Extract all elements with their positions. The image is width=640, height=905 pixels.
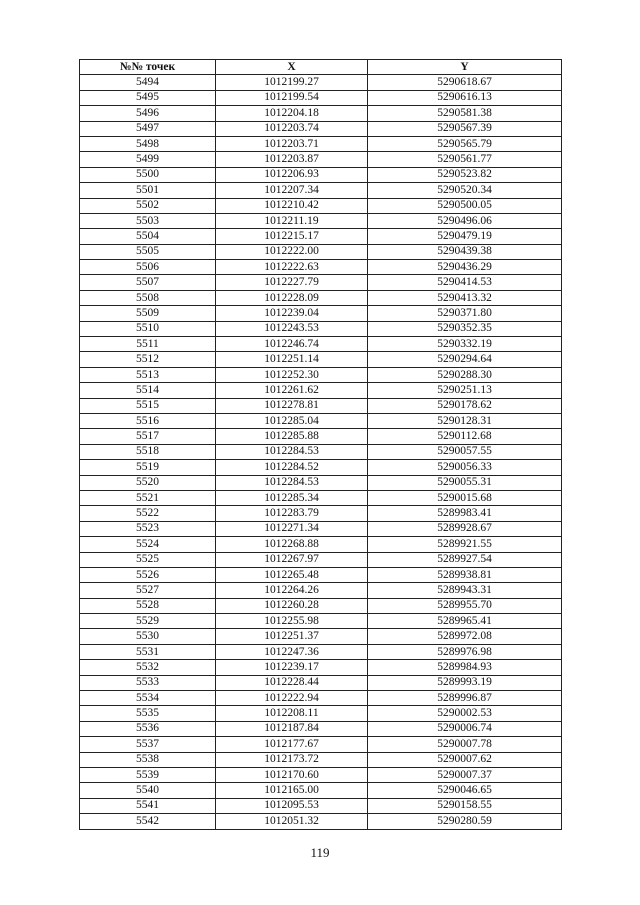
table-row xyxy=(80,413,562,428)
cell-point-number: 5515 xyxy=(80,398,216,413)
cell-x: 1012267.97 xyxy=(216,552,368,567)
cell-point-number: 5498 xyxy=(80,136,216,151)
cell-y: 5290056.33 xyxy=(368,460,562,475)
cell-x: 1012246.74 xyxy=(216,337,368,352)
cell-y: 5290055.31 xyxy=(368,475,562,490)
cell-y: 5290496.06 xyxy=(368,213,562,228)
cell-y: 5289993.19 xyxy=(368,675,562,690)
table-row xyxy=(80,567,562,582)
cell-point-number: 5534 xyxy=(80,691,216,706)
cell-y: 5290128.31 xyxy=(368,413,562,428)
table-row xyxy=(80,706,562,721)
cell-y: 5290112.68 xyxy=(368,429,562,444)
cell-y: 5290439.38 xyxy=(368,244,562,259)
cell-y: 5290616.13 xyxy=(368,90,562,105)
cell-y: 5289965.41 xyxy=(368,614,562,629)
cell-point-number: 5494 xyxy=(80,75,216,90)
cell-y: 5289921.55 xyxy=(368,537,562,552)
table-row xyxy=(80,660,562,675)
cell-y: 5290436.29 xyxy=(368,260,562,275)
cell-y: 5290006.74 xyxy=(368,721,562,736)
cell-x: 1012204.18 xyxy=(216,106,368,121)
cell-x: 1012199.27 xyxy=(216,75,368,90)
cell-point-number: 5510 xyxy=(80,321,216,336)
cell-y: 5290581.38 xyxy=(368,106,562,121)
cell-point-number: 5532 xyxy=(80,660,216,675)
cell-x: 1012247.36 xyxy=(216,644,368,659)
table-row xyxy=(80,90,562,105)
cell-x: 1012051.32 xyxy=(216,814,368,829)
table-row xyxy=(80,767,562,782)
cell-x: 1012203.87 xyxy=(216,152,368,167)
cell-y: 5290288.30 xyxy=(368,367,562,382)
cell-y: 5290057.55 xyxy=(368,444,562,459)
table-row xyxy=(80,490,562,505)
cell-y: 5290413.32 xyxy=(368,290,562,305)
cell-x: 1012251.14 xyxy=(216,352,368,367)
table-row xyxy=(80,183,562,198)
table-row xyxy=(80,475,562,490)
table-row xyxy=(80,290,562,305)
cell-y: 5289928.67 xyxy=(368,521,562,536)
cell-point-number: 5531 xyxy=(80,644,216,659)
cell-x: 1012243.53 xyxy=(216,321,368,336)
cell-point-number: 5537 xyxy=(80,737,216,752)
table-row xyxy=(80,244,562,259)
header-y: Y xyxy=(368,60,562,75)
cell-point-number: 5506 xyxy=(80,260,216,275)
cell-point-number: 5533 xyxy=(80,675,216,690)
header-x: X xyxy=(216,60,368,75)
table-row xyxy=(80,506,562,521)
table-row xyxy=(80,213,562,228)
cell-y: 5289984.93 xyxy=(368,660,562,675)
cell-x: 1012227.79 xyxy=(216,275,368,290)
cell-x: 1012239.17 xyxy=(216,660,368,675)
cell-point-number: 5512 xyxy=(80,352,216,367)
cell-point-number: 5536 xyxy=(80,721,216,736)
table-row xyxy=(80,644,562,659)
cell-x: 1012283.79 xyxy=(216,506,368,521)
table-row xyxy=(80,306,562,321)
cell-x: 1012095.53 xyxy=(216,798,368,813)
page-number: 119 xyxy=(310,845,330,860)
cell-y: 5290414.53 xyxy=(368,275,562,290)
table-row xyxy=(80,614,562,629)
cell-y: 5290158.55 xyxy=(368,798,562,813)
cell-x: 1012255.98 xyxy=(216,614,368,629)
cell-point-number: 5499 xyxy=(80,152,216,167)
cell-x: 1012251.37 xyxy=(216,629,368,644)
table-row xyxy=(80,798,562,813)
cell-y: 5289943.31 xyxy=(368,583,562,598)
cell-point-number: 5528 xyxy=(80,598,216,613)
cell-x: 1012268.88 xyxy=(216,537,368,552)
cell-point-number: 5535 xyxy=(80,706,216,721)
cell-x: 1012222.00 xyxy=(216,244,368,259)
cell-y: 5290332.19 xyxy=(368,337,562,352)
cell-y: 5290002.53 xyxy=(368,706,562,721)
table-row xyxy=(80,75,562,90)
cell-x: 1012284.53 xyxy=(216,475,368,490)
cell-point-number: 5508 xyxy=(80,290,216,305)
cell-y: 5289927.54 xyxy=(368,552,562,567)
table-row xyxy=(80,321,562,336)
cell-x: 1012278.81 xyxy=(216,398,368,413)
cell-point-number: 5521 xyxy=(80,490,216,505)
table-row xyxy=(80,521,562,536)
cell-point-number: 5526 xyxy=(80,567,216,582)
cell-x: 1012173.72 xyxy=(216,752,368,767)
cell-point-number: 5527 xyxy=(80,583,216,598)
cell-x: 1012284.52 xyxy=(216,460,368,475)
cell-x: 1012170.60 xyxy=(216,767,368,782)
cell-y: 5290007.62 xyxy=(368,752,562,767)
cell-y: 5290371.80 xyxy=(368,306,562,321)
cell-y: 5289983.41 xyxy=(368,506,562,521)
cell-point-number: 5525 xyxy=(80,552,216,567)
cell-y: 5290479.19 xyxy=(368,229,562,244)
table-row xyxy=(80,383,562,398)
table-row xyxy=(80,552,562,567)
cell-y: 5290015.68 xyxy=(368,490,562,505)
cell-point-number: 5522 xyxy=(80,506,216,521)
table-row xyxy=(80,460,562,475)
cell-x: 1012203.74 xyxy=(216,121,368,136)
cell-y: 5290280.59 xyxy=(368,814,562,829)
table-row xyxy=(80,814,562,829)
table-row xyxy=(80,629,562,644)
cell-x: 1012199.54 xyxy=(216,90,368,105)
cell-x: 1012261.62 xyxy=(216,383,368,398)
table-row xyxy=(80,675,562,690)
cell-y: 5289972.08 xyxy=(368,629,562,644)
table-row xyxy=(80,583,562,598)
cell-y: 5290520.34 xyxy=(368,183,562,198)
table-body xyxy=(80,75,562,829)
cell-y: 5289996.87 xyxy=(368,691,562,706)
cell-point-number: 5513 xyxy=(80,367,216,382)
cell-x: 1012228.09 xyxy=(216,290,368,305)
table-header xyxy=(80,60,562,75)
cell-x: 1012203.71 xyxy=(216,136,368,151)
table-row xyxy=(80,106,562,121)
cell-point-number: 5529 xyxy=(80,614,216,629)
cell-x: 1012228.44 xyxy=(216,675,368,690)
cell-point-number: 5514 xyxy=(80,383,216,398)
cell-x: 1012215.17 xyxy=(216,229,368,244)
cell-point-number: 5507 xyxy=(80,275,216,290)
cell-y: 5290618.67 xyxy=(368,75,562,90)
cell-y: 5290178.62 xyxy=(368,398,562,413)
table-row xyxy=(80,537,562,552)
cell-point-number: 5500 xyxy=(80,167,216,182)
cell-y: 5290352.35 xyxy=(368,321,562,336)
cell-x: 1012285.34 xyxy=(216,490,368,505)
cell-x: 1012252.30 xyxy=(216,367,368,382)
cell-y: 5290046.65 xyxy=(368,783,562,798)
cell-y: 5289976.98 xyxy=(368,644,562,659)
cell-point-number: 5509 xyxy=(80,306,216,321)
cell-point-number: 5502 xyxy=(80,198,216,213)
cell-point-number: 5517 xyxy=(80,429,216,444)
cell-x: 1012210.42 xyxy=(216,198,368,213)
table-row xyxy=(80,352,562,367)
cell-y: 5290500.05 xyxy=(368,198,562,213)
cell-x: 1012285.04 xyxy=(216,413,368,428)
cell-point-number: 5542 xyxy=(80,814,216,829)
table-row xyxy=(80,136,562,151)
cell-point-number: 5495 xyxy=(80,90,216,105)
cell-point-number: 5520 xyxy=(80,475,216,490)
header-row xyxy=(80,60,562,75)
cell-x: 1012222.94 xyxy=(216,691,368,706)
cell-x: 1012285.88 xyxy=(216,429,368,444)
cell-x: 1012260.28 xyxy=(216,598,368,613)
table-row xyxy=(80,337,562,352)
cell-y: 5290523.82 xyxy=(368,167,562,182)
table-row xyxy=(80,691,562,706)
cell-x: 1012206.93 xyxy=(216,167,368,182)
cell-x: 1012187.84 xyxy=(216,721,368,736)
cell-y: 5290007.37 xyxy=(368,767,562,782)
table-row xyxy=(80,152,562,167)
cell-y: 5290561.77 xyxy=(368,152,562,167)
cell-y: 5290565.79 xyxy=(368,136,562,151)
coordinates-table xyxy=(79,59,562,830)
cell-x: 1012265.48 xyxy=(216,567,368,582)
cell-x: 1012239.04 xyxy=(216,306,368,321)
cell-point-number: 5538 xyxy=(80,752,216,767)
cell-x: 1012165.00 xyxy=(216,783,368,798)
table-row xyxy=(80,721,562,736)
cell-point-number: 5518 xyxy=(80,444,216,459)
cell-y: 5290294.64 xyxy=(368,352,562,367)
table-row xyxy=(80,367,562,382)
cell-y: 5289938.81 xyxy=(368,567,562,582)
cell-x: 1012208.11 xyxy=(216,706,368,721)
table-row xyxy=(80,783,562,798)
cell-point-number: 5497 xyxy=(80,121,216,136)
cell-x: 1012177.67 xyxy=(216,737,368,752)
cell-x: 1012284.53 xyxy=(216,444,368,459)
cell-point-number: 5501 xyxy=(80,183,216,198)
table-row xyxy=(80,229,562,244)
cell-x: 1012271.34 xyxy=(216,521,368,536)
cell-x: 1012211.19 xyxy=(216,213,368,228)
cell-y: 5290007.78 xyxy=(368,737,562,752)
table-row xyxy=(80,167,562,182)
cell-point-number: 5516 xyxy=(80,413,216,428)
cell-y: 5290251.13 xyxy=(368,383,562,398)
table-row xyxy=(80,398,562,413)
header-point-number: №№ точек xyxy=(80,60,216,75)
table-row xyxy=(80,737,562,752)
table-row xyxy=(80,198,562,213)
cell-point-number: 5505 xyxy=(80,244,216,259)
cell-point-number: 5539 xyxy=(80,767,216,782)
cell-point-number: 5504 xyxy=(80,229,216,244)
table-row xyxy=(80,598,562,613)
cell-point-number: 5541 xyxy=(80,798,216,813)
cell-x: 1012264.26 xyxy=(216,583,368,598)
cell-point-number: 5503 xyxy=(80,213,216,228)
table-row xyxy=(80,260,562,275)
cell-y: 5289955.70 xyxy=(368,598,562,613)
table-row xyxy=(80,121,562,136)
cell-point-number: 5496 xyxy=(80,106,216,121)
cell-point-number: 5540 xyxy=(80,783,216,798)
table-row xyxy=(80,429,562,444)
cell-point-number: 5523 xyxy=(80,521,216,536)
cell-point-number: 5519 xyxy=(80,460,216,475)
cell-point-number: 5511 xyxy=(80,337,216,352)
cell-point-number: 5524 xyxy=(80,537,216,552)
cell-x: 1012222.63 xyxy=(216,260,368,275)
cell-x: 1012207.34 xyxy=(216,183,368,198)
cell-y: 5290567.39 xyxy=(368,121,562,136)
table-row xyxy=(80,752,562,767)
table-row xyxy=(80,444,562,459)
table-row xyxy=(80,275,562,290)
cell-point-number: 5530 xyxy=(80,629,216,644)
